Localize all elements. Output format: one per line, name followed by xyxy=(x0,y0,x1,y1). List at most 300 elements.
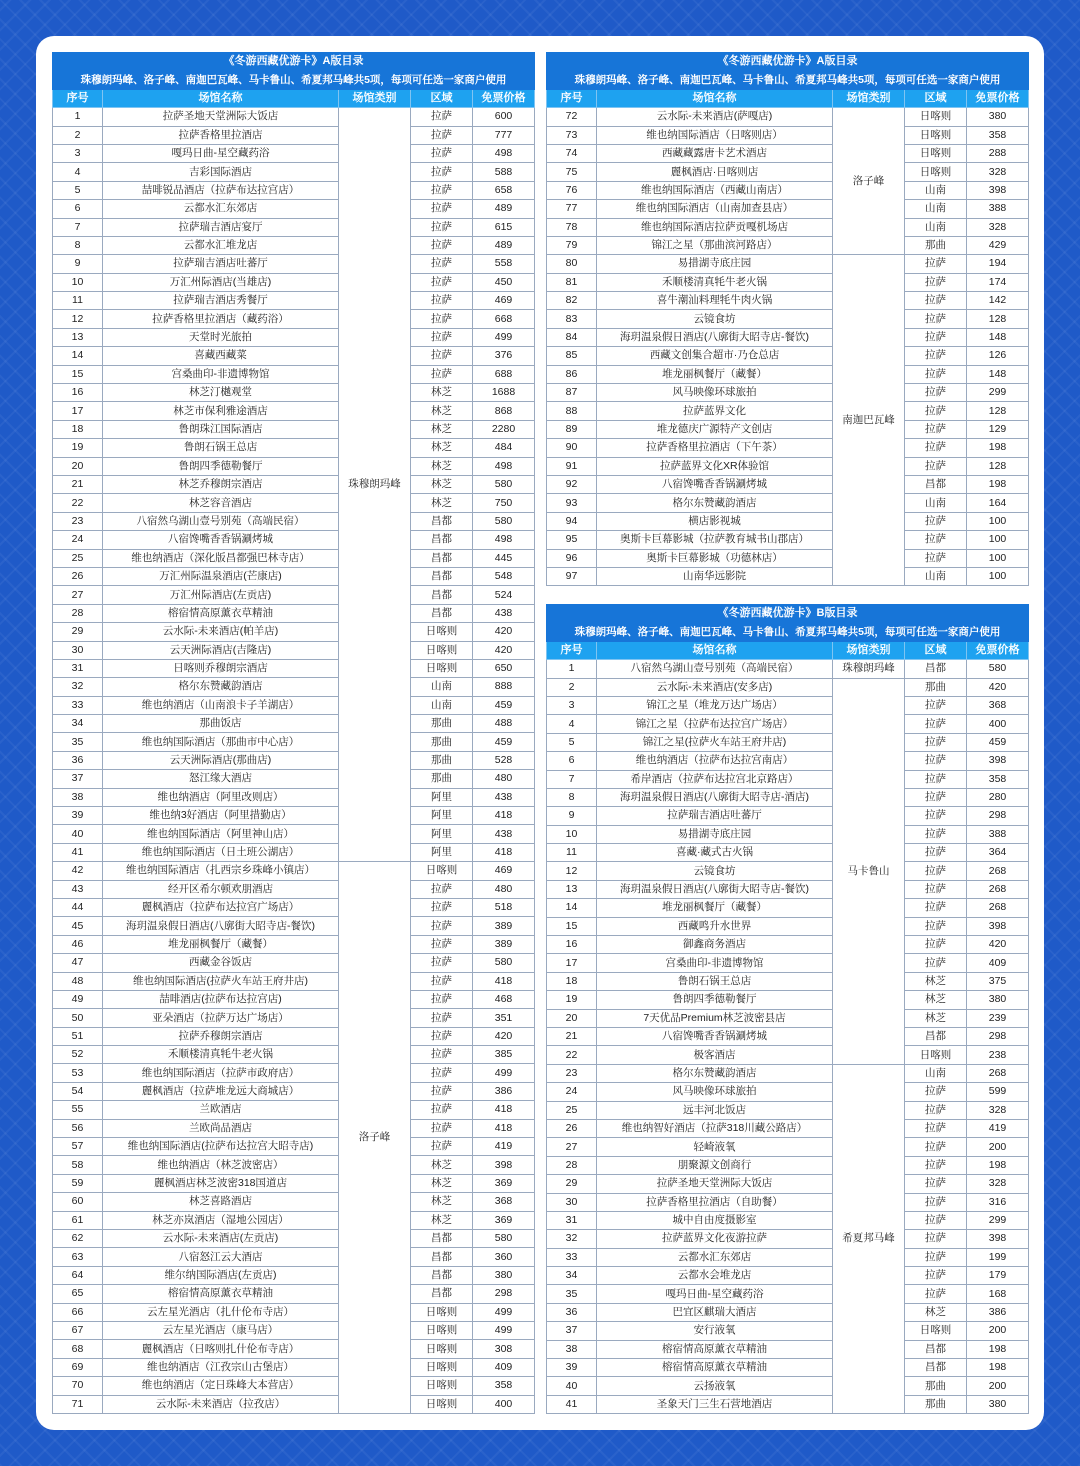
free-price: 328 xyxy=(967,1175,1029,1193)
table-row xyxy=(53,604,535,622)
region: 拉萨 xyxy=(905,1175,967,1193)
free-price: 518 xyxy=(473,898,535,916)
table-row xyxy=(547,384,1029,402)
row-number: 28 xyxy=(53,604,103,622)
venue-name: 拉萨瑞吉酒店宴厅 xyxy=(103,218,339,236)
row-number: 96 xyxy=(547,549,597,567)
venue-name: 西藏藏露唐卡艺术酒店 xyxy=(597,144,833,162)
venue-name: 云水际-未来酒店(萨嘎店) xyxy=(597,108,833,126)
venue-name: 怒江缘大酒店 xyxy=(103,770,339,788)
table-row xyxy=(53,788,535,806)
region: 拉萨 xyxy=(411,236,473,254)
venue-name: 林芝亦岚酒店（湿地公园店） xyxy=(103,1211,339,1229)
free-price: 2280 xyxy=(473,420,535,438)
region: 阿里 xyxy=(411,843,473,861)
region: 日喀则 xyxy=(411,1303,473,1321)
table-row xyxy=(547,439,1029,457)
venue-name: 维也纳酒店（林芝波密店） xyxy=(103,1156,339,1174)
row-number: 3 xyxy=(547,696,597,714)
table-row xyxy=(53,218,535,236)
region: 昌都 xyxy=(411,531,473,549)
row-number: 5 xyxy=(547,733,597,751)
column-header: 场馆类别 xyxy=(833,641,905,659)
table-row xyxy=(53,457,535,475)
table-row xyxy=(53,1138,535,1156)
free-price: 168 xyxy=(967,1285,1029,1303)
free-price: 420 xyxy=(473,623,535,641)
region: 山南 xyxy=(905,1064,967,1082)
free-price: 580 xyxy=(473,1230,535,1248)
row-number: 46 xyxy=(53,935,103,953)
table-a-left xyxy=(52,52,534,1414)
venue-name: 鲁朗四季德勒餐厅 xyxy=(597,991,833,1009)
region: 拉萨 xyxy=(905,788,967,806)
row-number: 19 xyxy=(53,439,103,457)
venue-name: 林芝容音酒店 xyxy=(103,494,339,512)
region: 拉萨 xyxy=(411,310,473,328)
row-number: 77 xyxy=(547,200,597,218)
table-row xyxy=(547,218,1029,236)
table-row xyxy=(53,1321,535,1339)
row-number: 73 xyxy=(547,126,597,144)
region: 林芝 xyxy=(411,402,473,420)
table-row xyxy=(547,1248,1029,1266)
row-number: 15 xyxy=(547,917,597,935)
row-number: 24 xyxy=(53,531,103,549)
venue-name: 希岸酒店（拉萨布达拉宫北京路店） xyxy=(597,770,833,788)
table-row xyxy=(547,770,1029,788)
region: 拉萨 xyxy=(411,273,473,291)
free-price: 369 xyxy=(473,1174,535,1192)
row-number: 21 xyxy=(547,1027,597,1045)
table-row xyxy=(53,126,535,144)
venue-name: 拉萨蓝界文化夜游拉萨 xyxy=(597,1230,833,1248)
venue-name: 林芝乔穆朗宗酒店 xyxy=(103,475,339,493)
venue-name: 麗枫酒店林芝波密318国道店 xyxy=(103,1174,339,1192)
row-number: 83 xyxy=(547,310,597,328)
venue-name: 麗枫酒店·日喀则店 xyxy=(597,163,833,181)
free-price: 389 xyxy=(473,917,535,935)
free-price: 398 xyxy=(967,1230,1029,1248)
venue-category: 希夏邦马峰 xyxy=(833,1064,905,1413)
table-row xyxy=(53,163,535,181)
venue-name: 锦江之星（拉萨布达拉宫广场店） xyxy=(597,715,833,733)
row-number: 13 xyxy=(547,880,597,898)
region: 拉萨 xyxy=(905,1285,967,1303)
region: 拉萨 xyxy=(411,347,473,365)
region: 拉萨 xyxy=(411,163,473,181)
table-row xyxy=(53,1174,535,1192)
table-row xyxy=(53,807,535,825)
table-row xyxy=(53,1340,535,1358)
venue-name: 云水际-未来酒店(帕羊店) xyxy=(103,623,339,641)
free-price: 328 xyxy=(967,1101,1029,1119)
free-price: 198 xyxy=(967,1156,1029,1174)
row-number: 82 xyxy=(547,292,597,310)
region: 拉萨 xyxy=(411,1119,473,1137)
venue-name: 那曲饭店 xyxy=(103,715,339,733)
row-number: 11 xyxy=(53,292,103,310)
venue-category: 珠穆朗玛峰 xyxy=(833,660,905,678)
row-number: 20 xyxy=(547,1009,597,1027)
free-price: 351 xyxy=(473,1009,535,1027)
table-row xyxy=(53,1027,535,1045)
venue-name: 云都水会堆龙店 xyxy=(597,1267,833,1285)
free-price: 398 xyxy=(967,181,1029,199)
region: 昌都 xyxy=(905,1340,967,1358)
row-number: 37 xyxy=(53,770,103,788)
table-row xyxy=(547,494,1029,512)
row-number: 71 xyxy=(53,1395,103,1413)
row-number: 55 xyxy=(53,1101,103,1119)
region: 昌都 xyxy=(905,1027,967,1045)
table-row xyxy=(53,200,535,218)
table-row xyxy=(53,1395,535,1413)
row-number: 93 xyxy=(547,494,597,512)
region: 拉萨 xyxy=(905,1230,967,1248)
venue-name: 喜藏西藏菜 xyxy=(103,347,339,365)
venue-name: 拉萨蓝界文化 xyxy=(597,402,833,420)
catalog-title: 《冬游西藏优游卡》A版目录 xyxy=(547,53,1029,71)
region: 日喀则 xyxy=(905,126,967,144)
venue-name: 云天洲际酒店(吉隆店) xyxy=(103,641,339,659)
region: 日喀则 xyxy=(411,659,473,677)
free-price: 418 xyxy=(473,972,535,990)
venue-name: 朋聚源文创商行 xyxy=(597,1156,833,1174)
table-row xyxy=(53,1377,535,1395)
venue-name: 横店影视城 xyxy=(597,512,833,530)
venue-name: 云左星光酒店（扎什伦布寺店） xyxy=(103,1303,339,1321)
column-header: 区域 xyxy=(905,89,967,107)
row-number: 81 xyxy=(547,273,597,291)
venue-name: 海玥温泉假日酒店(八廓街大昭寺店-餐饮) xyxy=(597,328,833,346)
column-header: 场馆名称 xyxy=(597,89,833,107)
venue-name: 八宿馋嘴香香锅涮烤城 xyxy=(597,1027,833,1045)
row-number: 49 xyxy=(53,990,103,1008)
free-price: 668 xyxy=(473,310,535,328)
region: 拉萨 xyxy=(411,935,473,953)
column-header: 场馆类别 xyxy=(339,89,411,107)
table-row xyxy=(547,844,1029,862)
region: 拉萨 xyxy=(411,108,473,126)
table-row xyxy=(547,531,1029,549)
free-price: 100 xyxy=(967,567,1029,585)
table-row xyxy=(547,1340,1029,1358)
table-row xyxy=(53,954,535,972)
venue-name: 喆啡锐品酒店（拉萨布达拉宫店） xyxy=(103,181,339,199)
row-number: 18 xyxy=(53,420,103,438)
row-number: 84 xyxy=(547,328,597,346)
venue-name: 吉彩国际酒店 xyxy=(103,163,339,181)
free-price: 148 xyxy=(967,365,1029,383)
region: 昌都 xyxy=(411,1266,473,1284)
venue-name: 远丰河北饭店 xyxy=(597,1101,833,1119)
row-number: 30 xyxy=(53,641,103,659)
free-price: 459 xyxy=(473,696,535,714)
table-row xyxy=(547,1322,1029,1340)
region: 拉萨 xyxy=(411,1101,473,1119)
region: 昌都 xyxy=(905,660,967,678)
row-number: 70 xyxy=(53,1377,103,1395)
row-number: 62 xyxy=(53,1230,103,1248)
row-number: 78 xyxy=(547,218,597,236)
region: 日喀则 xyxy=(905,144,967,162)
free-price: 450 xyxy=(473,273,535,291)
venue-name: 宫桑曲印-非遗博物馆 xyxy=(597,954,833,972)
venue-name: 鲁朗石锅王总店 xyxy=(597,972,833,990)
free-price: 468 xyxy=(473,990,535,1008)
row-number: 79 xyxy=(547,236,597,254)
free-price: 199 xyxy=(967,1248,1029,1266)
table-row xyxy=(53,384,535,402)
table-row xyxy=(53,1101,535,1119)
venue-name: 维也纳国际酒店（西藏山南店） xyxy=(597,181,833,199)
region: 拉萨 xyxy=(905,733,967,751)
table-row xyxy=(53,439,535,457)
region: 拉萨 xyxy=(905,917,967,935)
table-row xyxy=(547,108,1029,126)
row-number: 33 xyxy=(53,696,103,714)
venue-name: 麗枫酒店（日喀则扎什伦布寺店） xyxy=(103,1340,339,1358)
region: 拉萨 xyxy=(905,531,967,549)
venue-name: 极客酒店 xyxy=(597,1046,833,1064)
row-number: 14 xyxy=(547,899,597,917)
region: 拉萨 xyxy=(411,1138,473,1156)
row-number: 10 xyxy=(53,273,103,291)
free-price: 580 xyxy=(967,660,1029,678)
table-row xyxy=(53,751,535,769)
table-row xyxy=(547,1359,1029,1377)
free-price: 528 xyxy=(473,751,535,769)
free-price: 238 xyxy=(967,1046,1029,1064)
region: 拉萨 xyxy=(905,844,967,862)
free-price: 128 xyxy=(967,457,1029,475)
table-row xyxy=(53,236,535,254)
region: 拉萨 xyxy=(411,1027,473,1045)
table-row xyxy=(547,567,1029,585)
row-number: 40 xyxy=(53,825,103,843)
venue-name: 林芝汀樾观堂 xyxy=(103,384,339,402)
column-header: 免票价格 xyxy=(473,89,535,107)
free-price: 409 xyxy=(967,954,1029,972)
row-number: 80 xyxy=(547,255,597,273)
venue-category: 南迦巴瓦峰 xyxy=(833,255,905,586)
free-price: 580 xyxy=(473,954,535,972)
row-number: 8 xyxy=(53,236,103,254)
row-number: 7 xyxy=(547,770,597,788)
region: 昌都 xyxy=(411,1248,473,1266)
venue-name: 维也纳国际酒店（日土班公湖店） xyxy=(103,843,339,861)
venue-name: 维也纳国际酒店（扎西宗乡珠峰小镇店） xyxy=(103,862,339,880)
region: 那曲 xyxy=(905,678,967,696)
free-price: 499 xyxy=(473,328,535,346)
venue-name: 海玥温泉假日酒店(八廓街大昭寺店-餐饮) xyxy=(103,917,339,935)
venue-name: 万汇州际酒店(左贡店) xyxy=(103,586,339,604)
venue-name: 鲁朗石锅王总店 xyxy=(103,439,339,457)
venue-name: 云左星光酒店（康马店） xyxy=(103,1321,339,1339)
free-price: 498 xyxy=(473,531,535,549)
free-price: 558 xyxy=(473,255,535,273)
table-row xyxy=(53,1230,535,1248)
free-price: 398 xyxy=(473,1156,535,1174)
free-price: 100 xyxy=(967,531,1029,549)
table-row xyxy=(547,1285,1029,1303)
region: 拉萨 xyxy=(411,1046,473,1064)
venue-name: 嘎玛日曲-星空藏药浴 xyxy=(103,144,339,162)
free-price: 480 xyxy=(473,770,535,788)
table-row xyxy=(547,733,1029,751)
region: 拉萨 xyxy=(905,457,967,475)
free-price: 480 xyxy=(473,880,535,898)
venue-name: 八宿然乌湖山壹号别苑（高端民宿） xyxy=(597,660,833,678)
venue-name: 堆龙丽枫餐厅（藏餐） xyxy=(597,365,833,383)
table-row xyxy=(547,1009,1029,1027)
row-number: 11 xyxy=(547,844,597,862)
row-number: 23 xyxy=(547,1064,597,1082)
region: 拉萨 xyxy=(411,972,473,990)
table-row xyxy=(53,567,535,585)
venue-name: 拉萨香格里拉酒店（下午茶） xyxy=(597,439,833,457)
free-price: 600 xyxy=(473,108,535,126)
region: 日喀则 xyxy=(411,862,473,880)
row-number: 59 xyxy=(53,1174,103,1192)
table-row xyxy=(547,1175,1029,1193)
table-row xyxy=(53,1285,535,1303)
row-number: 9 xyxy=(547,807,597,825)
table-row xyxy=(547,328,1029,346)
region: 林芝 xyxy=(411,1156,473,1174)
table-row xyxy=(547,899,1029,917)
region: 昌都 xyxy=(411,586,473,604)
free-price: 328 xyxy=(967,163,1029,181)
venue-name: 拉萨乔穆朗宗酒店 xyxy=(103,1027,339,1045)
region: 山南 xyxy=(411,696,473,714)
region: 日喀则 xyxy=(411,623,473,641)
catalog-table xyxy=(52,52,535,1414)
free-price: 388 xyxy=(967,825,1029,843)
venue-name: 万汇州际温泉酒店(芒康店) xyxy=(103,567,339,585)
region: 林芝 xyxy=(411,457,473,475)
row-number: 17 xyxy=(547,954,597,972)
table-row xyxy=(53,696,535,714)
column-header: 区域 xyxy=(905,641,967,659)
free-price: 328 xyxy=(967,218,1029,236)
venue-name: 奥斯卡巨幕影城（拉萨教育城书山郡店） xyxy=(597,531,833,549)
row-number: 13 xyxy=(53,328,103,346)
table-row xyxy=(53,512,535,530)
table-row xyxy=(547,1046,1029,1064)
row-number: 25 xyxy=(53,549,103,567)
region: 林芝 xyxy=(905,1009,967,1027)
row-number: 22 xyxy=(547,1046,597,1064)
free-price: 268 xyxy=(967,1064,1029,1082)
row-number: 23 xyxy=(53,512,103,530)
free-price: 419 xyxy=(473,1138,535,1156)
venue-name: 西藏文创集合超市·乃仓总店 xyxy=(597,347,833,365)
free-price: 499 xyxy=(473,1321,535,1339)
row-number: 12 xyxy=(53,310,103,328)
row-number: 16 xyxy=(53,384,103,402)
table-row xyxy=(547,752,1029,770)
free-price: 360 xyxy=(473,1248,535,1266)
free-price: 386 xyxy=(473,1082,535,1100)
table-row xyxy=(53,972,535,990)
region: 拉萨 xyxy=(905,954,967,972)
region: 日喀则 xyxy=(905,163,967,181)
row-number: 21 xyxy=(53,475,103,493)
free-price: 386 xyxy=(967,1303,1029,1321)
row-number: 31 xyxy=(547,1211,597,1229)
free-price: 548 xyxy=(473,567,535,585)
free-price: 389 xyxy=(473,935,535,953)
free-price: 615 xyxy=(473,218,535,236)
free-price: 100 xyxy=(967,512,1029,530)
table-row xyxy=(53,273,535,291)
table-row xyxy=(53,1064,535,1082)
venue-name: 云都水汇堆龙店 xyxy=(103,236,339,254)
row-number: 87 xyxy=(547,384,597,402)
region: 山南 xyxy=(905,181,967,199)
region: 拉萨 xyxy=(411,1082,473,1100)
catalog-table xyxy=(546,52,1029,586)
region: 拉萨 xyxy=(905,696,967,714)
region: 拉萨 xyxy=(411,880,473,898)
venue-name: 风马映像环球旅拍 xyxy=(597,384,833,402)
venue-name: 锦江之星(拉萨火车站王府井店) xyxy=(597,733,833,751)
free-price: 418 xyxy=(473,1119,535,1137)
region: 拉萨 xyxy=(411,328,473,346)
table-row xyxy=(547,917,1029,935)
region: 昌都 xyxy=(411,567,473,585)
venue-name: 西藏金谷饭店 xyxy=(103,954,339,972)
region: 昌都 xyxy=(411,549,473,567)
region: 山南 xyxy=(905,218,967,236)
row-number: 45 xyxy=(53,917,103,935)
table-b xyxy=(546,604,1028,1414)
row-number: 51 xyxy=(53,1027,103,1045)
venue-name: 云扬液氧 xyxy=(597,1377,833,1395)
venue-category: 洛子峰 xyxy=(339,862,411,1414)
venue-category: 珠穆朗玛峰 xyxy=(339,108,411,862)
region: 拉萨 xyxy=(905,862,967,880)
free-price: 398 xyxy=(967,752,1029,770)
region: 那曲 xyxy=(411,715,473,733)
free-price: 888 xyxy=(473,678,535,696)
region: 拉萨 xyxy=(905,420,967,438)
table-row xyxy=(547,880,1029,898)
region: 山南 xyxy=(411,678,473,696)
venue-name: 拉萨圣地天堂洲际大饭店 xyxy=(597,1175,833,1193)
row-number: 34 xyxy=(53,715,103,733)
free-price: 438 xyxy=(473,788,535,806)
region: 拉萨 xyxy=(905,328,967,346)
region: 林芝 xyxy=(905,991,967,1009)
table-row xyxy=(547,549,1029,567)
free-price: 580 xyxy=(473,475,535,493)
row-number: 26 xyxy=(547,1119,597,1137)
table-row xyxy=(53,1119,535,1137)
row-number: 38 xyxy=(547,1340,597,1358)
free-price: 484 xyxy=(473,439,535,457)
venue-name: 维也纳国际酒店（日喀则店） xyxy=(597,126,833,144)
venue-name: 维也纳酒店（江孜宗山古堡店） xyxy=(103,1358,339,1376)
table-row xyxy=(53,715,535,733)
row-number: 26 xyxy=(53,567,103,585)
region: 拉萨 xyxy=(905,1267,967,1285)
region: 昌都 xyxy=(411,1230,473,1248)
region: 拉萨 xyxy=(411,200,473,218)
region: 拉萨 xyxy=(905,512,967,530)
